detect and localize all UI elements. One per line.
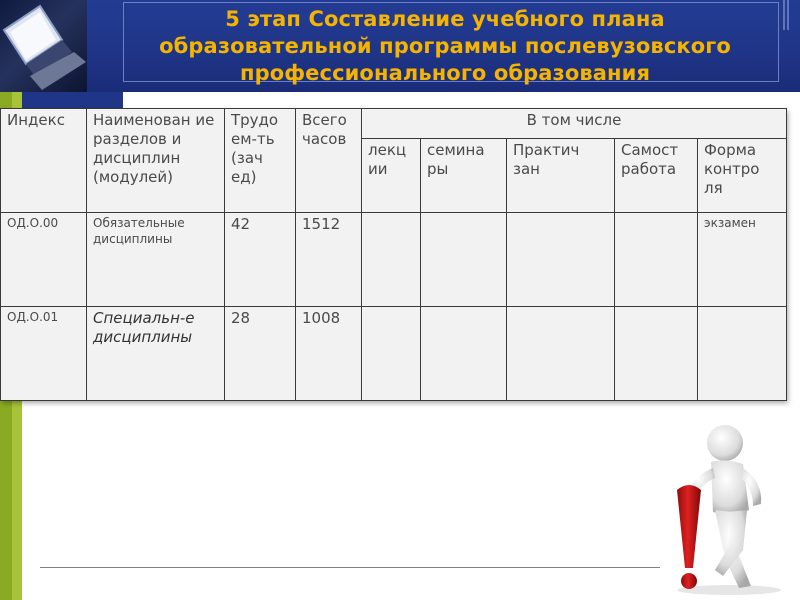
cell-control: экзамен [698,213,787,307]
person-with-exclamation-icon [663,418,793,598]
slide-title [100,6,790,87]
cell-index: ОД.О.01 [1,307,87,401]
cell-name: Специальн-е дисциплины [87,307,225,401]
corner-decoration [782,0,792,30]
header-name: Наименован ие разделов и дисциплин (модулей) [87,109,225,213]
cell-self [615,307,698,401]
cell-lectures [362,213,421,307]
header-self: Самост работа [615,139,698,213]
monitor-logo-icon [0,0,87,92]
header-control: Форма контро ля [698,139,787,213]
cell-hours: 1512 [296,213,362,307]
title-line-3: профессионального образования [239,61,651,85]
header-seminars: семина ры [421,139,507,213]
header-index: Индекс [1,109,87,213]
table-row [1,307,787,401]
header-lectures: лекц ии [362,139,421,213]
bottom-divider [40,567,660,568]
cell-index: ОД.О.00 [1,213,87,307]
cell-seminars [421,213,507,307]
header-band [0,0,800,92]
cell-labor: 28 [225,307,296,401]
cell-control [698,307,787,401]
table-row [1,213,787,307]
cell-practice [507,307,615,401]
header-including: В том числе [362,109,787,139]
cell-seminars [421,307,507,401]
cell-labor: 42 [225,213,296,307]
cell-self [615,213,698,307]
cell-lectures [362,307,421,401]
curriculum-table [0,108,786,400]
header-labor: Трудо ем-ть (зач ед) [225,109,296,213]
title-line-2: образовательной программы послевузовского [159,34,731,58]
header-practice: Практич зан [507,139,615,213]
cell-name: Обязательные дисциплины [87,213,225,307]
title-line-1: 5 этап Составление учебного плана [225,7,665,31]
cell-practice [507,213,615,307]
header-hours: Всего часов [296,109,362,213]
cell-hours: 1008 [296,307,362,401]
